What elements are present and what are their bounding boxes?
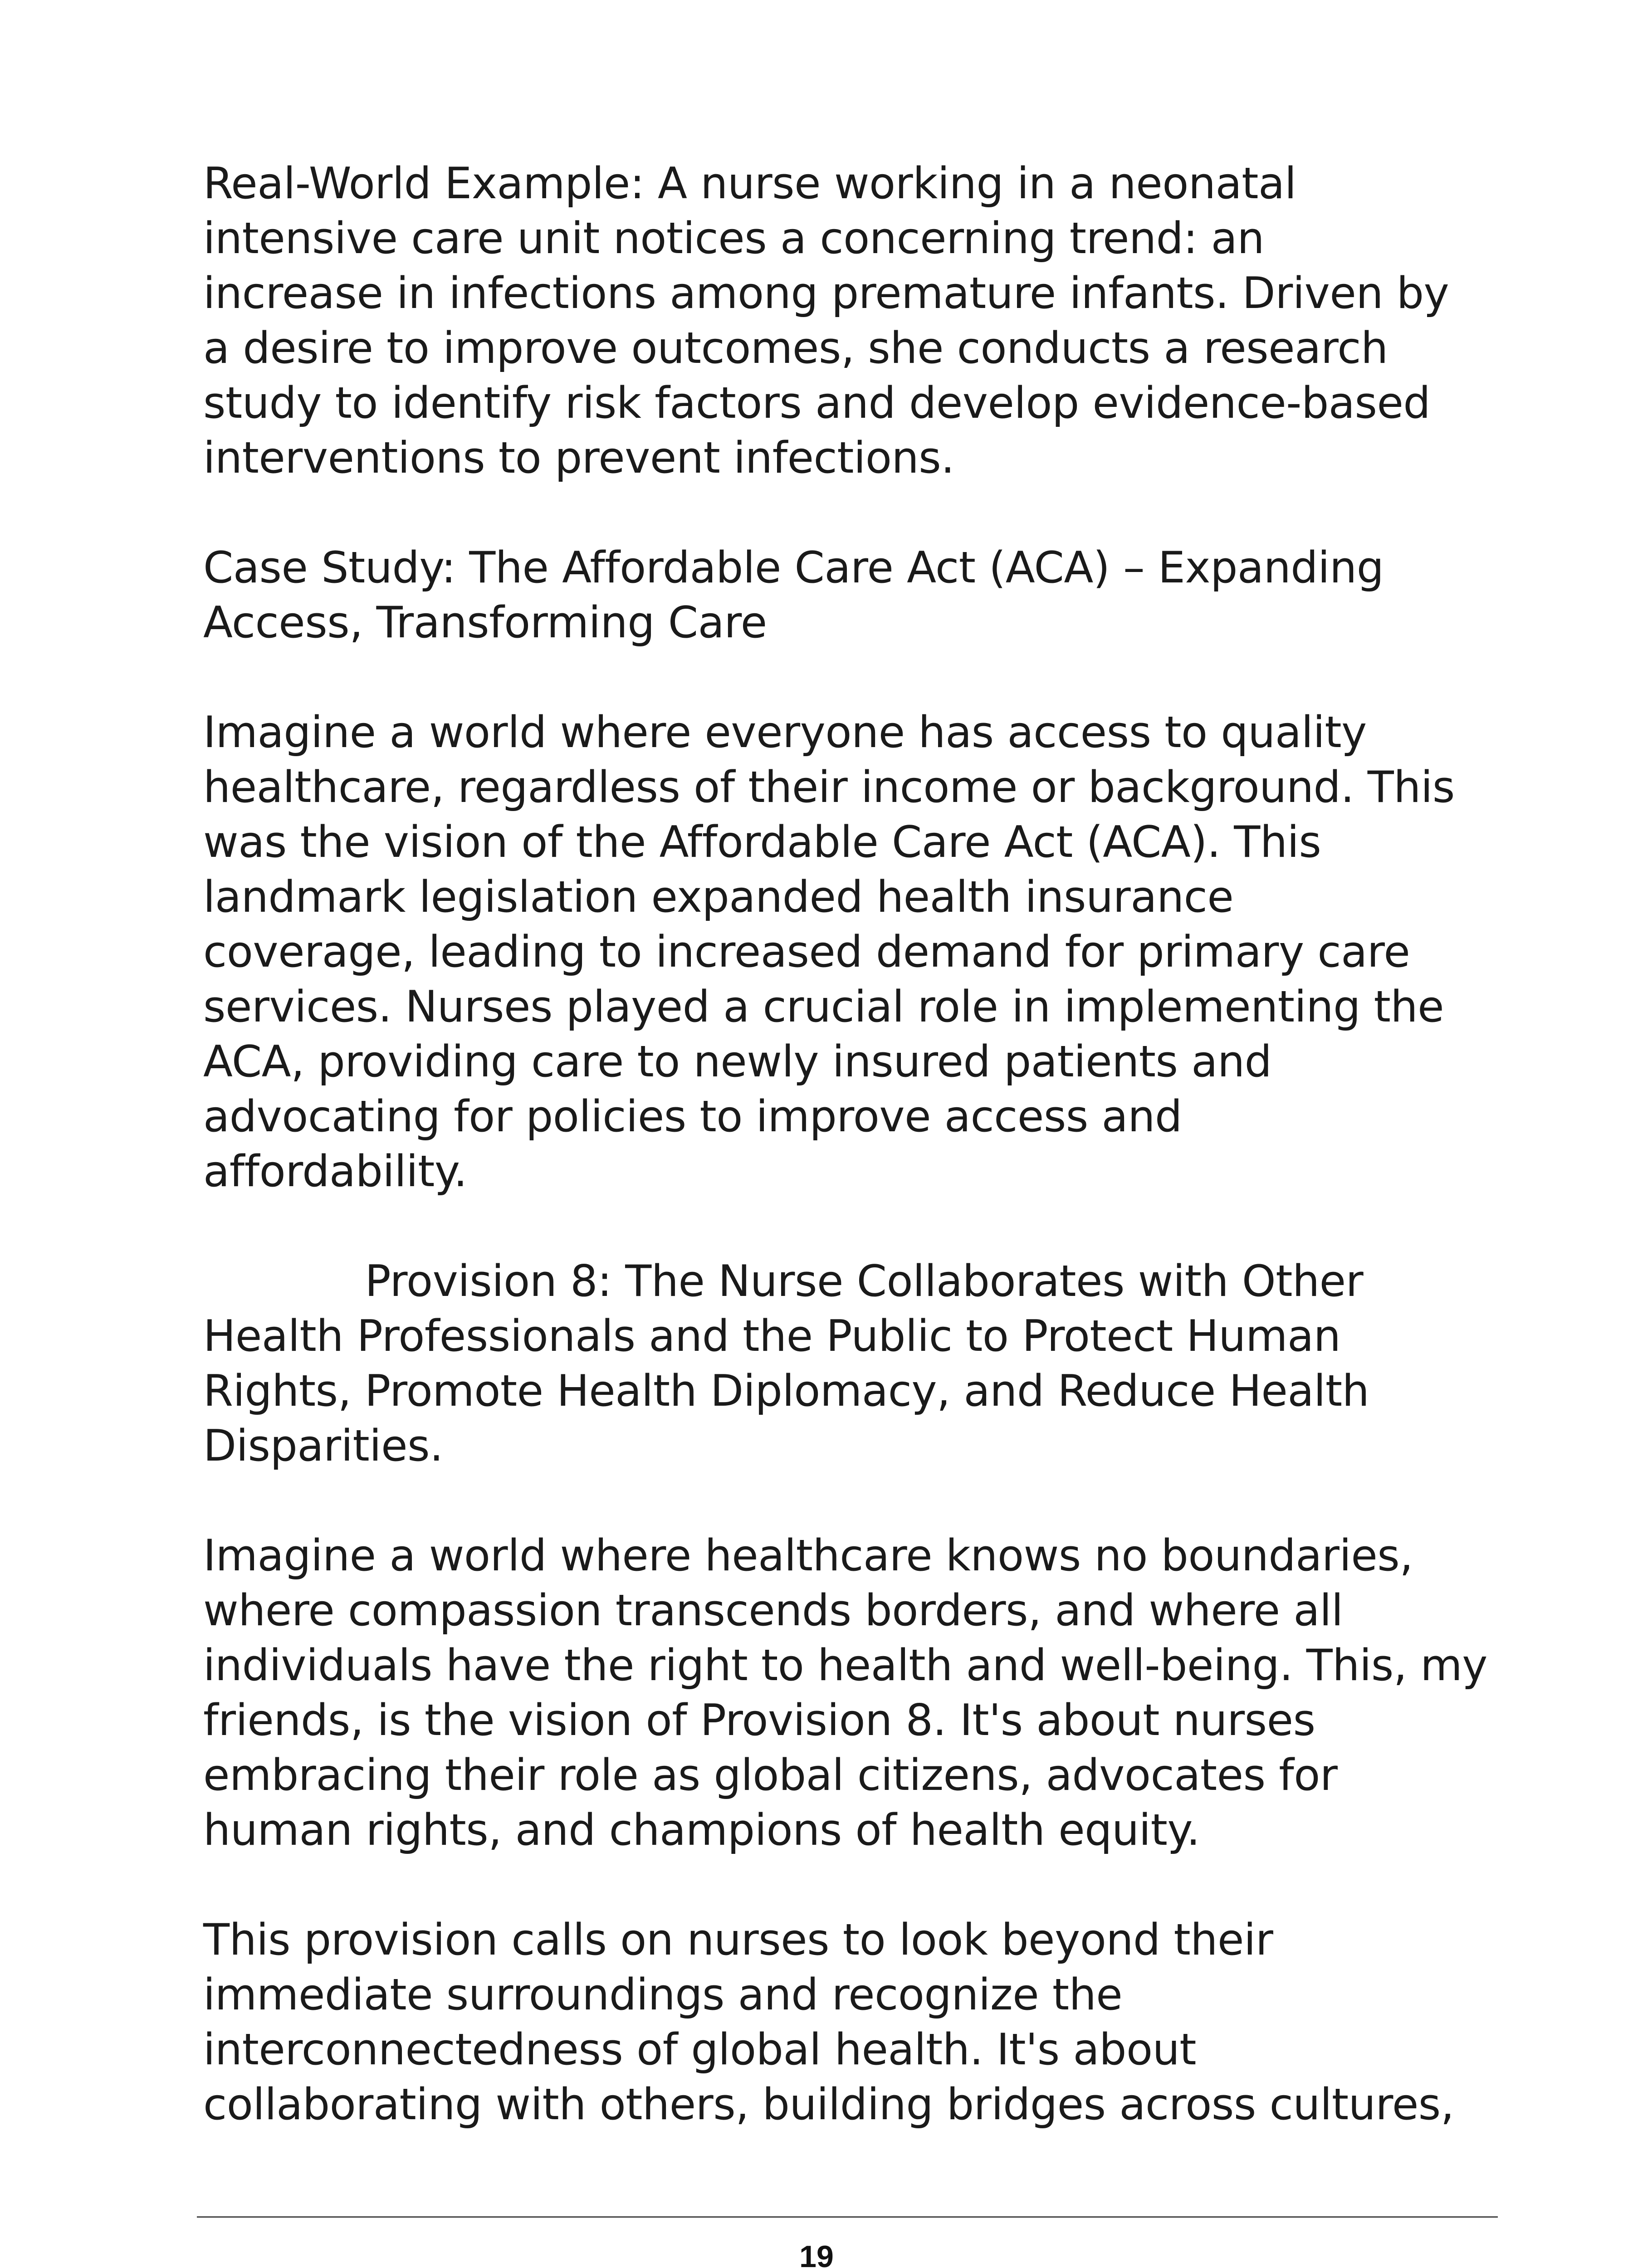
paragraph-provision-8-global-health: This provision calls on nurses to look beyond their immediate surroundings and recognize the interconnectedness of global health. It's about collaborating with others, building bridges across cultures,	[203, 1915, 1454, 2130]
paragraph-aca-description: Imagine a world where everyone has access to quality healthcare, regardless of their income or background. This was the vision of the Affordable Care Act (ACA). This landmark legislation expanded health insurance coverage, leading to increased demand for primary care services. Nurses played a crucial role in implementing the ACA, providing care to newly insured patients and advocating for policies to improve access and affordability.	[203, 708, 1455, 1197]
paragraph-provision-8-vision: Imagine a world where healthcare knows no boundaries, where compassion transcends borders, and where all individuals have the right to health and well-being. This, my friends, is the vision of Provision 8. It's about nurses embracing their role as global citizens, advocates for human rights, and champions of health equity.	[203, 1531, 1488, 1855]
page-number: 19	[799, 2239, 834, 2268]
paragraph-case-study-heading: Case Study: The Affordable Care Act (ACA) – Expanding Access, Transforming Care	[203, 543, 1384, 648]
body-text	[203, 156, 1546, 2187]
paragraph-real-world-example: Real-World Example: A nurse working in a neonatal intensive care unit notices a concerning trend: an increase in infections among premature infants. Driven by a desire to improve outcomes, she conducts a research study to identify risk factors and develop evidence-based interventions to prevent infections.	[203, 159, 1449, 483]
footer-divider	[197, 2216, 1498, 2218]
paragraph-provision-8-heading: Provision 8: The Nurse Collaborates with Other Health Professionals and the Public to Protect Human Rights, Promote Health Diplomacy, and Reduce Health Disparities.	[203, 1256, 1369, 1471]
